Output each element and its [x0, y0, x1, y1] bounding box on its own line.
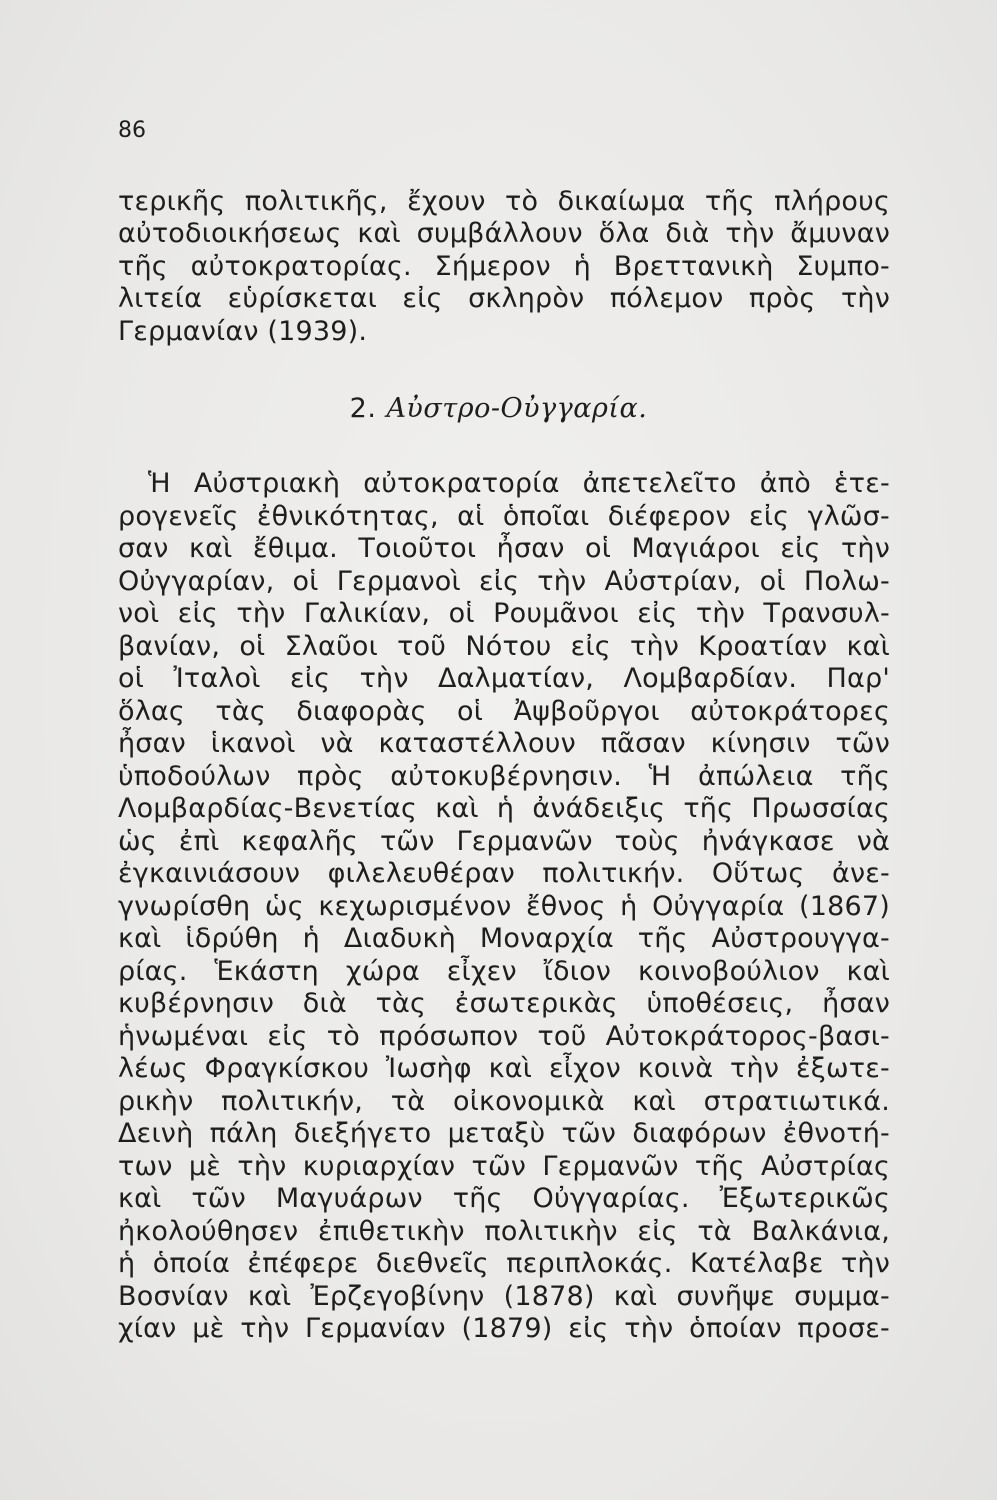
text-line: Γερμανίαν (1939). — [118, 315, 368, 347]
text-line: Λομβαρδίας-Βενετίας καὶ ἡ ἀνάδειξις τῆς Πρωσσίας — [118, 793, 890, 824]
text-line: ὑποδούλων πρὸς αὐτοκυβέρνησιν. Ἡ ἀπώλεια τῆς — [118, 760, 890, 792]
text-line: βανίαν, οἱ Σλαῦοι τοῦ Νότου εἰς τὴν Κροατίαν καὶ — [118, 630, 890, 662]
text-line: Ἡ Αὐστριακὴ αὐτοκρατορία ἀπετελεῖτο ἀπὸ ἑτε- — [148, 468, 890, 499]
text-line: Οὐγγαρίαν, οἱ Γερμανοὶ εἰς τὴν Αὐστρίαν, οἱ Πολω- — [118, 565, 890, 597]
text-line: καὶ ἱδρύθη ἡ Διαδυκὴ Μοναρχία τῆς Αὐστρουγγα- — [118, 923, 890, 954]
text-line: ὡς ἐπὶ κεφαλῆς τῶν Γερμανῶν τοὺς ἠνάγκασε νὰ — [118, 825, 890, 857]
text-line: χίαν μὲ τὴν Γερμανίαν (1879) εἰς τὴν ὁποίαν προσε- — [118, 1313, 890, 1344]
text-line: ἐγκαινιάσουν φιλελευθέραν πολιτικήν. Οὕτως ἀνε- — [118, 858, 890, 889]
text-line: των μὲ τὴν κυριαρχίαν τῶν Γερμανῶν τῆς Αὐστρίας — [118, 1150, 890, 1182]
text-line: γνωρίσθη ὡς κεχωρισμένον ἔθνος ἡ Οὐγγαρία (1867) — [118, 890, 890, 922]
text-line: ρίας. Ἑκάστη χώρα εἶχεν ἴδιον κοινοβούλιον καὶ — [118, 955, 890, 987]
section-heading — [0, 393, 997, 424]
text-line: ἡ ὁποία ἐπέφερε διεθνεῖς περιπλοκάς. Κατέλαβε τὴν — [118, 1248, 890, 1279]
text-line: νοὶ εἰς τὴν Γαλικίαν, οἱ Ρουμᾶνοι εἰς τὴν Τρανσυλ- — [118, 598, 890, 629]
text-line: ρικὴν πολιτικήν, τὰ οἰκονομικὰ καὶ στρατιωτικά. — [118, 1085, 890, 1117]
section-number: 2. — [349, 393, 377, 424]
text-line: σαν καὶ ἔθιμα. Τοιοῦτοι ἦσαν οἱ Μαγιάροι εἰς τὴν — [118, 533, 890, 564]
text-line: Βοσνίαν καὶ Ἐρζεγοβίνην (1878) καὶ συνῆψε συμμα- — [118, 1280, 890, 1312]
text-line: τερικῆς πολιτικῆς, ἔχουν τὸ δικαίωμα τῆς πλήρους — [118, 186, 890, 217]
paragraph-austria-hungary — [118, 468, 890, 1346]
text-line: λέως Φραγκίσκου Ἰωσὴφ καὶ εἶχον κοινὰ τὴν ἐξωτε- — [118, 1053, 890, 1084]
text-line: ρογενεῖς ἐθνικότητας, αἱ ὁποῖαι διέφερον εἰς γλῶσ- — [118, 500, 890, 532]
text-line: ὅλας τὰς διαφορὰς οἱ Ἀψβοῦργοι αὐτοκράτορες — [118, 695, 890, 727]
text-line: Δεινὴ πάλη διεξήγετο μεταξὺ τῶν διαφόρων ἐθνοτή- — [118, 1118, 890, 1149]
text-line: ἦσαν ἱκανοὶ νὰ καταστέλλουν πᾶσαν κίνησιν τῶν — [118, 728, 890, 759]
text-line: τῆς αὐτοκρατορίας. Σήμερον ἡ Βρεττανικὴ Συμπο- — [118, 250, 890, 282]
text-line: ἡνωμέναι εἰς τὸ πρόσωπον τοῦ Αὐτοκράτορος-βασι- — [118, 1020, 890, 1052]
page-number: 86 — [118, 118, 146, 143]
text-line: λιτεία εὑρίσκεται εἰς σκληρὸν πόλεμον πρὸς τὴν — [118, 283, 890, 315]
text-line: ἠκολούθησεν ἐπιθετικὴν πολιτικὴν εἰς τὰ Βαλκάνια, — [118, 1215, 890, 1247]
section-title: Αὐστρο-Οὐγγαρία. — [386, 393, 648, 424]
text-line: οἱ Ἰταλοὶ εἰς τὴν Δαλματίαν, Λομβαρδίαν. Παρ' — [118, 663, 890, 694]
text-line: κυβέρνησιν διὰ τὰς ἐσωτερικὰς ὑποθέσεις, ἦσαν — [118, 988, 890, 1019]
text-line: αὐτοδιοικήσεως καὶ συμβάλλουν ὅλα διὰ τὴν ἄμυναν — [118, 218, 890, 250]
paragraph-continuation — [118, 186, 890, 348]
text-line: καὶ τῶν Μαγυάρων τῆς Οὐγγαρίας. Ἐξωτερικῶς — [118, 1183, 890, 1214]
